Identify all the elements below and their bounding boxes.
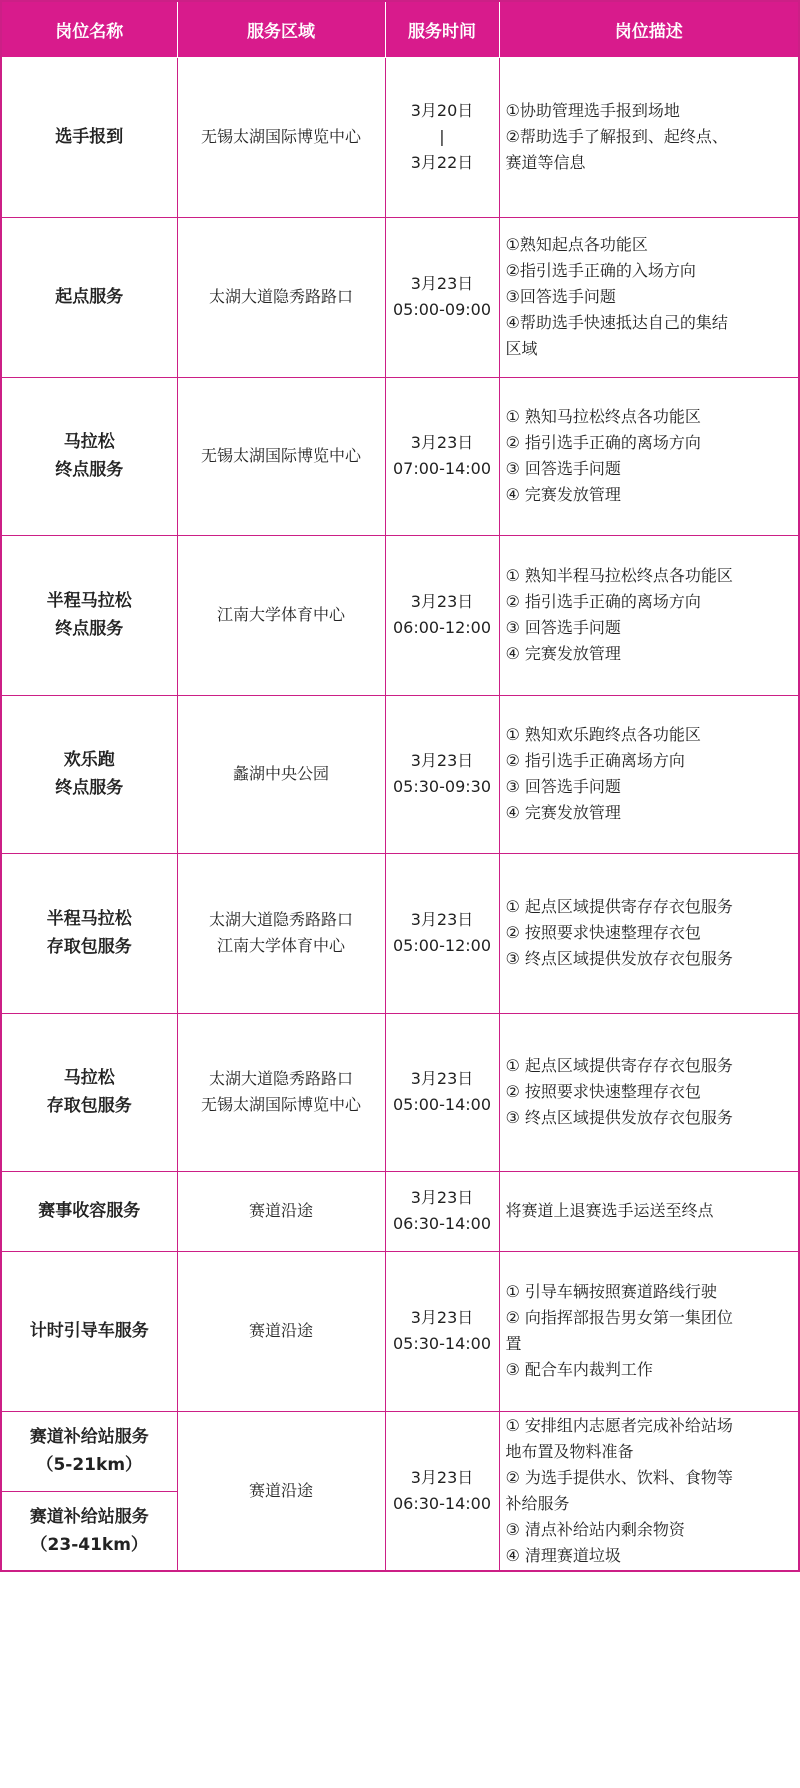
role-description-cell-line: ③ 终点区域提供发放存衣包服务 <box>505 949 733 968</box>
service-time-cell-line: 3月23日 <box>410 1069 474 1088</box>
service-area-cell <box>177 1171 385 1251</box>
service-time-cell-line: 3月23日 <box>410 274 474 293</box>
service-area-cell-line: 赛道沿途 <box>248 1321 313 1340</box>
role-name-cell-line: 终点服务 <box>55 778 124 798</box>
role-name-cell-line: 赛事收容服务 <box>38 1201 141 1221</box>
role-name-cell-line: 选手报到 <box>55 127 124 147</box>
role-name-cell-line: 赛道补给站服务 <box>29 1427 149 1447</box>
role-name-cell <box>1 853 177 1013</box>
role-name-cell <box>1 535 177 695</box>
service-time-cell <box>385 1171 499 1251</box>
role-description-cell <box>499 695 799 853</box>
service-area-cell-line: 无锡太湖国际博览中心 <box>200 446 361 465</box>
role-name-cell-line: 终点服务 <box>55 460 124 480</box>
service-time-cell-line: 3月23日 <box>410 751 474 770</box>
service-time-cell <box>385 1251 499 1411</box>
service-time-cell-line: 3月23日 <box>410 592 474 611</box>
role-description-cell <box>499 1013 799 1171</box>
service-time-cell-line: 3月20日 <box>410 101 474 120</box>
role-name-cell <box>1 57 177 217</box>
role-description-cell <box>499 1251 799 1411</box>
service-area-cell <box>177 853 385 1013</box>
table-row <box>1 1251 799 1411</box>
table-row <box>1 57 799 217</box>
role-name-cell <box>1 217 177 377</box>
role-description-cell-line: ④ 清理赛道垃圾 <box>505 1545 621 1565</box>
role-name-cell-line: 半程马拉松 <box>46 591 132 611</box>
service-area-cell-line: 赛道沿途 <box>248 1480 313 1500</box>
service-time-cell <box>385 535 499 695</box>
role-description-cell-line: 将赛道上退赛选手运送至终点 <box>505 1201 714 1220</box>
service-time-cell <box>385 57 499 217</box>
service-time-cell-line: 3月23日 <box>410 433 474 452</box>
role-description-cell-line: ② 指引选手正确的离场方向 <box>505 433 701 452</box>
service-time-cell-line: 07:00-14:00 <box>393 459 491 478</box>
role-description-cell-line: ① 熟知半程马拉松终点各功能区 <box>505 566 733 585</box>
table-row <box>1 695 799 853</box>
role-description-cell-line: ② 指引选手正确的离场方向 <box>505 592 701 611</box>
table-row <box>1 1171 799 1251</box>
role-name-cell-line: 起点服务 <box>55 287 124 307</box>
role-description-cell-line: ① 引导车辆按照赛道路线行驶 <box>505 1282 717 1301</box>
role-name-cell-line: 半程马拉松 <box>46 909 132 929</box>
service-time-cell <box>385 853 499 1013</box>
service-area-cell-line: 太湖大道隐秀路路口 <box>208 910 353 929</box>
service-time-cell-line: 05:00-14:00 <box>393 1095 491 1114</box>
role-description-cell-line: ② 为选手提供水、饮料、食物等 <box>505 1467 733 1487</box>
role-name-cell-line: 赛道补给站服务 <box>29 1506 149 1527</box>
role-description-cell-line: ② 按照要求快速整理存衣包 <box>505 923 701 942</box>
service-area-cell <box>177 1251 385 1411</box>
service-area-cell-line: 江南大学体育中心 <box>216 936 345 955</box>
role-name-cell-line: （23-41km） <box>30 1534 148 1555</box>
role-name-cell <box>1 377 177 535</box>
role-name-cell <box>1 695 177 853</box>
role-name-cell-line: 欢乐跑 <box>63 750 115 770</box>
col-header-role: 岗位名称 <box>1 1 177 57</box>
role-description-cell-line: ② 按照要求快速整理存衣包 <box>505 1082 701 1101</box>
service-time-cell <box>385 1411 499 1571</box>
service-time-cell-line: 05:00-12:00 <box>393 936 491 955</box>
role-description-cell-line: ③ 配合车内裁判工作 <box>505 1360 653 1379</box>
service-time-cell-line: 3月23日 <box>410 910 474 929</box>
service-area-cell-line: 太湖大道隐秀路路口 <box>208 1069 353 1088</box>
service-time-cell <box>385 377 499 535</box>
service-time-cell <box>385 217 499 377</box>
table-row <box>1 377 799 535</box>
service-area-cell-line: 太湖大道隐秀路路口 <box>208 287 353 306</box>
service-time-cell-line: 3月23日 <box>410 1188 474 1207</box>
role-name-cell-line: （5-21km） <box>36 1455 143 1475</box>
role-description-cell <box>499 377 799 535</box>
service-time-cell <box>385 695 499 853</box>
col-header-area: 服务区域 <box>177 1 385 57</box>
role-description-cell-line: ③ 回答选手问题 <box>505 777 621 796</box>
role-description-cell <box>499 853 799 1013</box>
service-area-cell <box>177 1013 385 1171</box>
role-description-cell-line: ① 起点区域提供寄存存衣包服务 <box>505 1056 733 1075</box>
role-description-cell-line: ④ 完赛发放管理 <box>505 803 621 822</box>
role-description-cell <box>499 1171 799 1251</box>
table-row <box>1 853 799 1013</box>
table-row <box>1 1013 799 1171</box>
role-name-cell-line: 终点服务 <box>55 619 124 639</box>
table-row <box>1 535 799 695</box>
role-description-cell-line: ③ 终点区域提供发放存衣包服务 <box>505 1108 733 1127</box>
role-name-cell-line: 计时引导车服务 <box>29 1321 149 1341</box>
service-time-cell-line: 3月22日 <box>410 153 474 172</box>
role-description-cell-line: 置 <box>505 1334 522 1353</box>
role-description-cell-line: ① 熟知马拉松终点各功能区 <box>505 407 701 426</box>
role-description-cell-line: ④帮助选手快速抵达自己的集结 <box>505 313 728 332</box>
role-name-cell-line: 存取包服务 <box>46 937 132 957</box>
role-description-cell-line: ①熟知起点各功能区 <box>505 235 648 254</box>
service-area-cell-line: 赛道沿途 <box>248 1201 313 1220</box>
role-name-cell-line: 存取包服务 <box>46 1096 132 1116</box>
service-time-cell-line: 06:30-14:00 <box>393 1493 491 1513</box>
service-area-cell <box>177 217 385 377</box>
role-name-cell-line: 马拉松 <box>63 432 115 452</box>
role-name-cell <box>1 1251 177 1411</box>
service-time-cell-line: 3月23日 <box>410 1308 474 1327</box>
service-area-cell <box>177 377 385 535</box>
service-area-cell-line: 蠡湖中央公园 <box>232 764 329 783</box>
role-description-cell-line: ③ 清点补给站内剩余物资 <box>505 1519 685 1539</box>
service-time-cell-line: 05:00-09:00 <box>393 300 491 319</box>
role-description-cell-line: ① 安排组内志愿者完成补给站场 <box>505 1415 733 1435</box>
service-area-cell-line: 无锡太湖国际博览中心 <box>200 127 361 146</box>
service-area-cell <box>177 535 385 695</box>
service-area-cell <box>177 57 385 217</box>
role-name-cell <box>1 1171 177 1251</box>
role-description-cell-line: ③ 回答选手问题 <box>505 459 621 478</box>
service-time-cell-line: 06:00-12:00 <box>393 618 491 637</box>
role-description-cell-line: 赛道等信息 <box>505 153 586 172</box>
service-time-cell-line: 06:30-14:00 <box>393 1214 491 1233</box>
service-time-cell-line: 05:30-09:30 <box>393 777 491 796</box>
role-description-cell-line: ② 指引选手正确离场方向 <box>505 751 685 770</box>
header-row <box>1 1 799 57</box>
col-header-desc: 岗位描述 <box>499 1 799 57</box>
service-area-cell-line: 无锡太湖国际博览中心 <box>200 1095 361 1114</box>
role-name-cell <box>1 1491 177 1571</box>
service-time-cell <box>385 1013 499 1171</box>
role-description-cell-line: ① 起点区域提供寄存存衣包服务 <box>505 897 733 916</box>
role-description-cell-line: ① 熟知欢乐跑终点各功能区 <box>505 725 701 744</box>
role-description-cell <box>499 1411 799 1571</box>
role-description-cell-line: 区域 <box>505 339 538 358</box>
role-description-cell-line: ②帮助选手了解报到、起终点、 <box>505 127 728 146</box>
role-description-cell-line: ③ 回答选手问题 <box>505 618 621 637</box>
service-area-cell <box>177 1411 385 1571</box>
role-description-cell-line: 地布置及物料准备 <box>505 1441 634 1461</box>
table-row <box>1 217 799 377</box>
role-description-cell-line: ④ 完赛发放管理 <box>505 644 621 663</box>
table-row <box>1 1411 799 1491</box>
role-description-cell-line: ①协助管理选手报到场地 <box>505 101 680 120</box>
service-area-cell-line: 江南大学体育中心 <box>216 605 345 624</box>
role-description-cell <box>499 57 799 217</box>
service-time-cell-line: 3月23日 <box>410 1467 474 1487</box>
col-header-time: 服务时间 <box>385 1 499 57</box>
role-description-cell-line: ②指引选手正确的入场方向 <box>505 261 696 280</box>
role-name-cell-line: 马拉松 <box>63 1068 115 1088</box>
role-description-cell-line: ③回答选手问题 <box>505 287 616 306</box>
role-description-cell-line: ④ 完赛发放管理 <box>505 485 621 504</box>
role-description-cell-line: 补给服务 <box>505 1493 570 1513</box>
role-name-cell <box>1 1411 177 1491</box>
role-description-cell <box>499 217 799 377</box>
service-area-cell <box>177 695 385 853</box>
role-description-cell <box>499 535 799 695</box>
service-time-cell-line: | <box>439 127 445 146</box>
role-description-cell-line: ② 向指挥部报告男女第一集团位 <box>505 1308 733 1327</box>
service-time-cell-line: 05:30-14:00 <box>393 1334 491 1353</box>
role-name-cell <box>1 1013 177 1171</box>
